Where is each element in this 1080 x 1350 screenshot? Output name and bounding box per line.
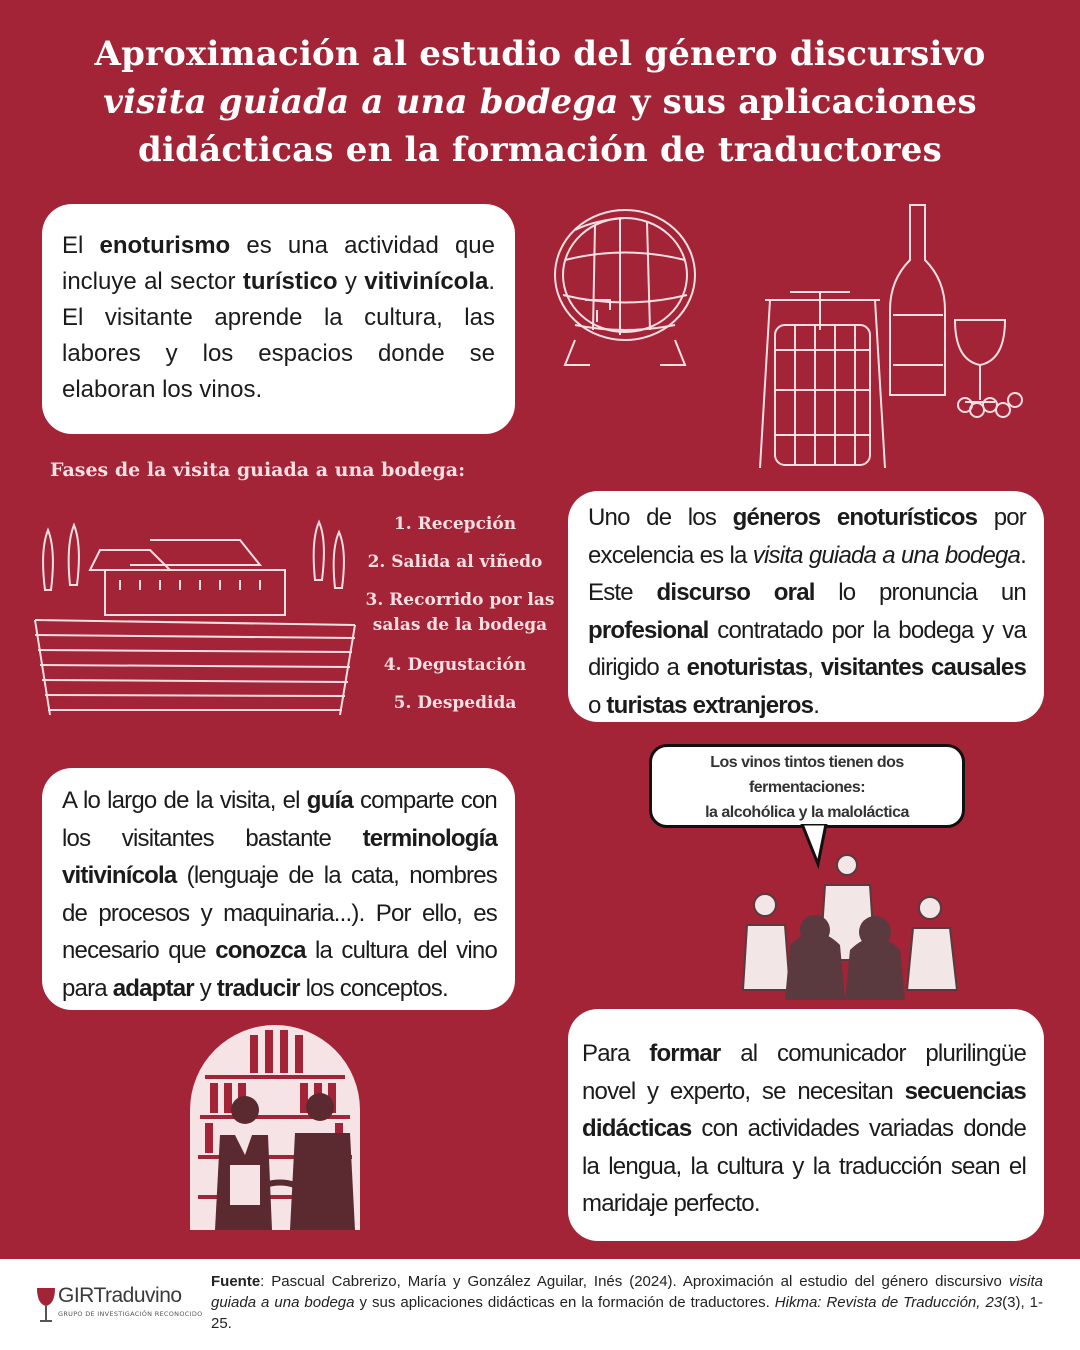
title-line-3: didácticas en la formación de traductores (138, 130, 942, 170)
didactic-card (568, 1009, 1044, 1241)
wine-press-icon (760, 292, 885, 468)
title-italic: visita guiada a una bodega (103, 82, 619, 122)
didactic-text: Para formar al comunicador plurilingüe novel y experto, se necesitan secuencias didácticas con actividades variadas donde la lengua, la cultura y la traducción sean el maridaje perfecto. (582, 1040, 1026, 1217)
title-line-2 (40, 78, 1040, 126)
bubble-line-1: Los vinos tintos tienen dos (710, 754, 904, 771)
phase-item: 3. Recorrido por las salas de la bodega (365, 590, 555, 635)
wine-tools-illustration (535, 200, 1030, 470)
speech-bubble (649, 744, 965, 828)
title-line-2-rest: y sus aplicaciones (618, 82, 977, 122)
page-title (40, 30, 1040, 174)
title-line-1: Aproximación al estudio del género discursivo (94, 34, 986, 74)
phase-item: 1. Recepción (393, 514, 517, 534)
guide-text: A lo largo de la visita, el guía comparte con los visitantes bastante terminología vitivinícola (lenguaje de la cata, nombres de procesos y maquinaria...). Por ello, es necesario que conozca la cultura del vino para adaptar y traducir los conceptos. (62, 787, 497, 1002)
logo-subtitle: GRUPO DE INVESTIGACIÓN RECONOCIDO (58, 1310, 203, 1318)
logo-name: GIRTraduvino (58, 1284, 182, 1307)
phase-item: 2. Salida al viñedo (367, 552, 543, 572)
genre-text: Uno de los géneros enoturísticos por excelencia es la visita guiada a una bodega. Este discurso oral lo pronuncia un profesional contratado por la bodega y va dirigido a enoturistas, visitantes causales o turistas extranjeros. (588, 504, 1027, 719)
vineyard-illustration (30, 510, 360, 720)
phase-item: 5. Despedida (393, 693, 517, 713)
phase-item: 4. Degustación (383, 655, 527, 675)
enoturismo-text: El enoturismo es una actividad que incluye al sector turístico y vitivinícola. El visitante aprende la cultura, las labores y los espacios donde se elaboran los vinos. (62, 232, 496, 403)
enoturismo-card (42, 204, 515, 434)
bubble-line-3: la alcohólica y la maloláctica (705, 804, 909, 821)
guide-card (42, 768, 515, 1010)
barrel-icon (555, 210, 695, 365)
bubble-line-2: fermentaciones: (748, 779, 866, 796)
wine-glass-logo-icon (35, 1286, 57, 1324)
wine-bottle-glass-icon (890, 205, 1022, 417)
source-citation: Fuente: Pascual Cabrerizo, María y González Aguilar, Inés (2024). Aproximación al estudio del género discursivo visita guiada a una bodega y sus aplicaciones didácticas en la formación de traductores. Hikma: Revista de Traducción, 23(3), 1-25. (211, 1273, 1043, 1332)
genre-card (568, 491, 1044, 722)
sommelier-illustration (190, 1025, 360, 1230)
guide-group-illustration (735, 850, 965, 1000)
phases-title: Fases de la visita guiada a una bodega: (50, 459, 466, 481)
